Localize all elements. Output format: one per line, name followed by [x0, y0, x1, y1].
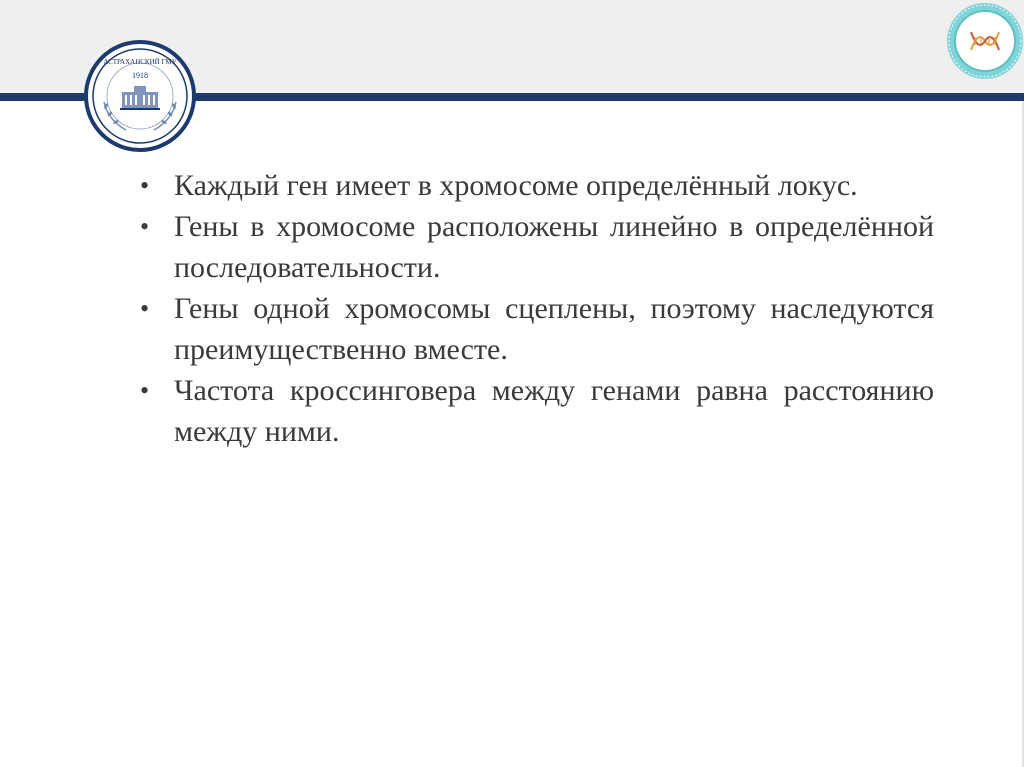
bullet-text: Каждый ген имеет в хромосоме определённый локус.	[174, 169, 858, 202]
bullet-item	[138, 206, 934, 288]
bullet-marker: •	[140, 376, 150, 405]
bullet-text: Гены одной хромосомы сцеплены, поэтому наследуются преимущественно вместе.	[174, 292, 934, 366]
bullet-list	[138, 165, 934, 452]
bullet-text: Гены в хромосоме расположены линейно в определённой последовательности.	[174, 210, 934, 284]
bullet-marker: •	[140, 212, 150, 241]
bullet-marker: •	[140, 294, 150, 323]
bullet-item	[138, 165, 934, 206]
bullet-text: Частота кроссинговера между генами равна расстоянию между ними.	[174, 374, 934, 448]
dna-logo-icon	[945, 0, 1024, 80]
bullet-item	[138, 288, 934, 370]
seal-ring-text: АСТРАХАНСКИЙ ГМУ	[103, 58, 177, 66]
bullet-item	[138, 370, 934, 452]
university-seal-icon	[84, 40, 196, 152]
bullet-marker: •	[140, 171, 150, 200]
seal-year: 1918	[132, 71, 148, 80]
